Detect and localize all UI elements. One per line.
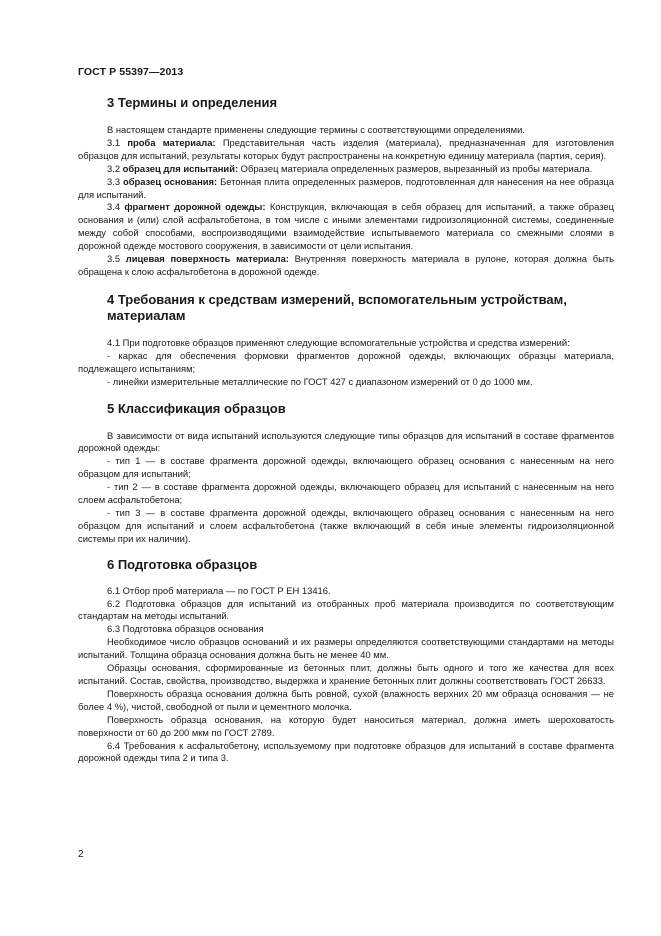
term-definition: Образец материала определенных размеров, вырезанный из пробы материала. [238, 162, 593, 174]
page-content [78, 95, 614, 765]
section-4-list-item: - каркас для обеспечения формовки фрагментов дорожной одежды, включающих образцы материала, подлежащего испытаниям; [78, 349, 614, 374]
term-number: 3.3 [107, 175, 123, 187]
term-number: 3.1 [107, 136, 128, 148]
term-number: 3.5 [107, 253, 126, 265]
term-number: 3.4 [107, 201, 125, 213]
page-number: 2 [78, 849, 84, 860]
section-4-heading: 4 Требования к средствам измерений, вспомогательным устройствам, материалам [107, 291, 567, 323]
term-name: лицевая поверхность материала: [125, 253, 289, 265]
term-3-5 [78, 253, 614, 279]
term-3-4 [78, 201, 614, 253]
section-6-paragraph: 6.3 Подготовка образцов основания [107, 623, 264, 635]
term-3-2 [78, 163, 614, 176]
section-6-paragraph: Образцы основания, сформированные из бетонных плит, должны быть одного и того же качества для всех испытаний. Состав, свойства, производство, выдержка и хранение бетонных плит должны соответствовать ГОСТ 26633. [78, 662, 614, 686]
section-6-paragraph: Поверхность образца основания, на которую будет наноситься материал, должна иметь шероховатость поверхности от 60 до 200 мкм по ГОСТ 2789. [78, 713, 614, 738]
term-definition: Конструкция, включающая в себя образец для испытаний, а также образец основания и (или) слой асфальтобетона, в том числе с иными элементами гидроизоляционной системы, соединенные между собой способами, воспроизводящими взаимодействие испытываемого материала со смежными слоями в дорожной одежде мостового сооружения, в зависимости от цели испытания. [78, 201, 615, 252]
section-3-intro: В настоящем стандарте применены следующие термины с соответствующими определениями. [107, 124, 525, 135]
section-5-paragraph: В зависимости от вида испытаний используются следующие типы образцов для испытаний в составе фрагментов дорожной одежды: [78, 429, 614, 454]
section-5-list-item: - тип 3 — в составе фрагмента дорожной одежды, включающего образец основания с нанесенным на него образцом для испытаний и слоем асфальтобетона (также включающий в себя иные элементы гидроизоляционной системы при их наличии). [78, 506, 614, 544]
term-definition: Бетонная плита определенных размеров, подготовленная для нанесения на нее образца для испытаний. [78, 175, 614, 200]
section-6-paragraph: 6.2 Подготовка образцов для испытаний из отобранных проб материала производится по соответствующим стандартам на методы испытаний. [78, 597, 614, 622]
section-6-paragraph: 6.4 Требования к асфальтобетону, используемому при подготовке образцов для испытаний в составе фрагмента дорожной одежды типа 2 и типа 3. [78, 739, 614, 764]
term-name: фрагмент дорожной одежды: [124, 201, 266, 213]
term-definition: Представительная часть изделия (материала), предназначенная для изготовления образцов для испытаний, результаты которых будут распространены на конкретную единицу материала (партия, серия). [78, 136, 615, 161]
section-3-heading: 3 Термины и определения [107, 95, 278, 110]
term-number: 3.2 [107, 162, 123, 174]
term-name: образец основания: [123, 175, 218, 187]
section-5-heading: 5 Классификация образцов [107, 400, 286, 416]
term-name: проба материала: [127, 136, 216, 148]
section-4-list-item: - линейки измерительные металлические по ГОСТ 427 с диапазоном измерений от 0 до 1000 мм. [107, 375, 533, 387]
section-4-paragraph: 4.1 При подготовке образцов применяют следующие вспомогательные устройства и средства измерений: [107, 336, 570, 348]
section-6-paragraph: Необходимое число образцов оснований и их размеры определяются соответствующими стандартами на методы испытаний. Толщина образца основания должна быть не менее 40 мм. [78, 636, 614, 661]
term-definition: Внутренняя поверхность материала в рулоне, которая должна быть обращена к слою асфальтобетона в дорожной одежде. [78, 253, 614, 277]
document-code: ГОСТ Р 55397—2013 [78, 66, 184, 78]
section-5-list-item: - тип 1 — в составе фрагмента дорожной одежды, включающего образец основания с нанесенным на него образцом для испытаний; [78, 455, 614, 480]
section-6-heading: 6 Подготовка образцов [107, 556, 258, 572]
term-3-3 [78, 176, 614, 202]
section-6-paragraph: 6.1 Отбор проб материала — по ГОСТ Р ЕН 13416. [107, 584, 331, 596]
section-5-list-item: - тип 2 — в составе фрагмента дорожной одежды, включающего образец для испытаний с нанесенным на него слоем асфальтобетона; [78, 481, 614, 506]
term-name: образец для испытаний: [122, 162, 239, 174]
term-3-1 [78, 137, 614, 163]
section-6-paragraph: Поверхность образца основания должна быть ровной, сухой (влажность верхних 20 мм образца основания — не более 4 %), чистой, свободной от пыли и цементного молочка. [78, 687, 614, 712]
